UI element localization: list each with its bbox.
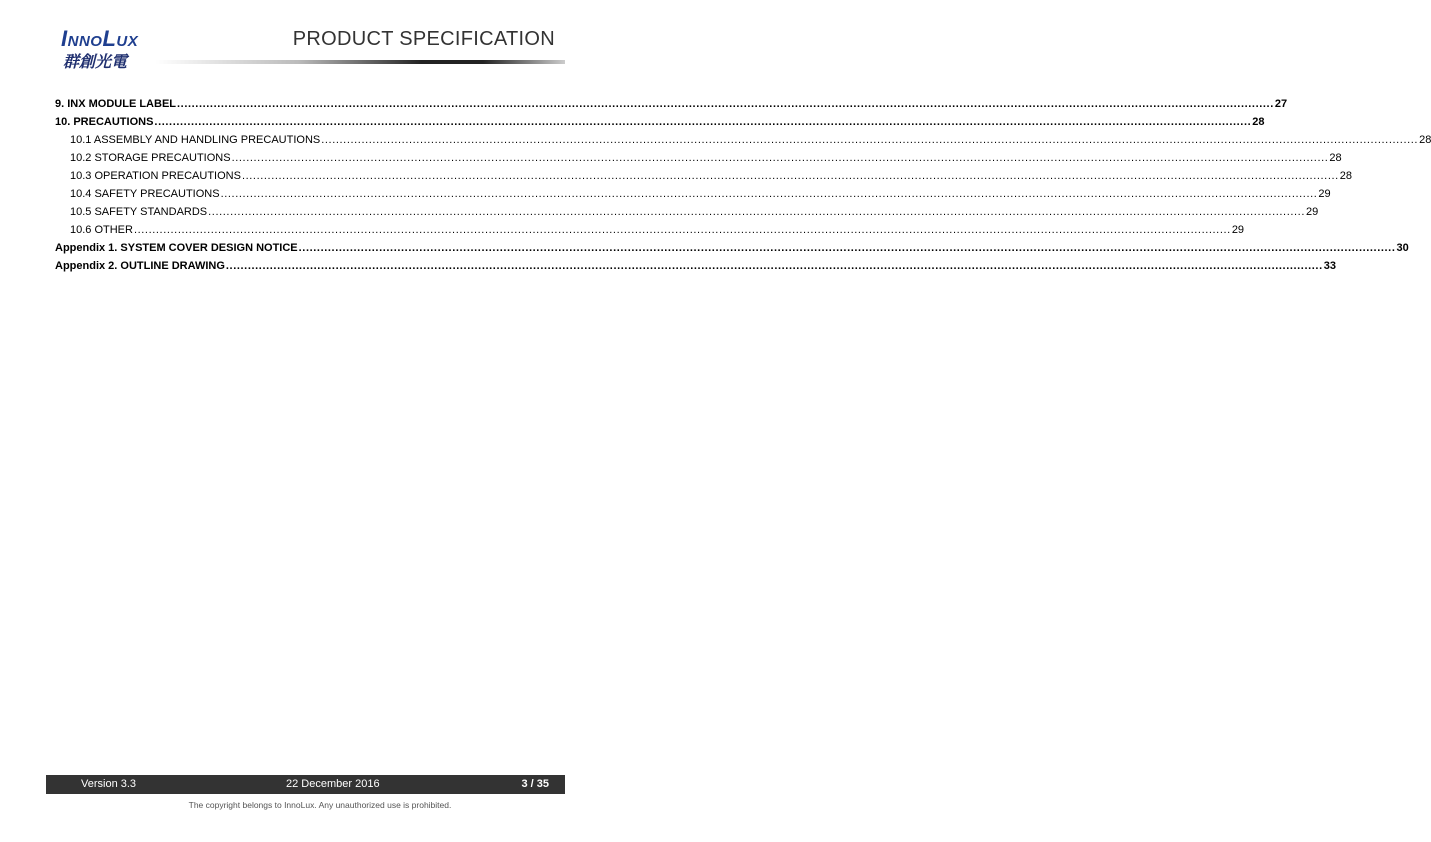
- toc-entry-page: 29: [1305, 206, 1319, 218]
- toc-dot-leader: ............................................................................................................................................................................................................................................................................................................: [177, 98, 1274, 110]
- toc-entry-label: 10.6 OTHER: [70, 224, 133, 236]
- toc-dot-leader: ............................................................................................................................................................................................................................................................................................................: [154, 116, 1252, 128]
- toc-entry-page: 27: [1274, 98, 1288, 110]
- toc-dot-leader: ............................................................................................................................................................................................................................................................................................................: [225, 260, 1323, 272]
- toc-dot-leader: ............................................................................................................................................................................................................................................................................................................: [298, 242, 1396, 254]
- logo-wordmark: INNOLUX: [61, 26, 139, 51]
- toc-dot-leader: ............................................................................................................................................................................................................................................................................................................: [220, 188, 1318, 200]
- table-of-contents: [55, 95, 1431, 275]
- toc-entry[interactable]: [55, 221, 1245, 239]
- toc-entry-label: 10.2 STORAGE PRECAUTIONS: [70, 152, 231, 164]
- toc-entry[interactable]: [55, 239, 1409, 257]
- toc-entry[interactable]: [55, 113, 1265, 131]
- toc-entry-page: 30: [1396, 242, 1409, 254]
- toc-entry-label: 10. PRECAUTIONS: [55, 116, 154, 128]
- logo-chinese-name: 群創光電: [63, 52, 128, 71]
- footer-bar: [46, 775, 565, 794]
- toc-entry-label: 10.1 ASSEMBLY AND HANDLING PRECAUTIONS: [70, 134, 321, 146]
- footer-page-number: 3 / 35: [521, 778, 549, 790]
- toc-dot-leader: ............................................................................................................................................................................................................................................................................................................: [208, 206, 1305, 218]
- toc-entry-label: 10.5 SAFETY STANDARDS: [70, 206, 208, 218]
- copyright-notice: The copyright belongs to InnoLux. Any unauthorized use is prohibited.: [188, 800, 452, 810]
- toc-entry[interactable]: [55, 95, 1288, 113]
- toc-entry-page: 28: [1252, 116, 1265, 128]
- toc-dot-leader: ............................................................................................................................................................................................................................................................................................................: [231, 152, 1329, 164]
- toc-entry-page: 29: [1318, 188, 1331, 200]
- toc-entry-label: 10.3 OPERATION PRECAUTIONS: [70, 170, 241, 182]
- toc-entry-page: 29: [1231, 224, 1245, 236]
- toc-entry[interactable]: [55, 257, 1336, 275]
- toc-entry-page: 28: [1419, 134, 1431, 146]
- toc-entry[interactable]: [55, 149, 1342, 167]
- toc-entry[interactable]: [55, 185, 1331, 203]
- toc-entry[interactable]: [55, 167, 1353, 185]
- toc-dot-leader: ............................................................................................................................................................................................................................................................................................................: [321, 134, 1419, 146]
- toc-entry[interactable]: [55, 203, 1319, 221]
- document-title: PRODUCT SPECIFICATION: [292, 28, 555, 50]
- toc-dot-leader: ............................................................................................................................................................................................................................................................................................................: [133, 224, 1231, 236]
- toc-dot-leader: ............................................................................................................................................................................................................................................................................................................: [241, 170, 1339, 182]
- toc-entry-label: 9. INX MODULE LABEL: [55, 98, 177, 110]
- toc-entry-page: 33: [1323, 260, 1336, 272]
- footer-date: 22 December 2016: [286, 778, 380, 790]
- toc-entry[interactable]: [55, 131, 1431, 149]
- toc-entry-page: 28: [1329, 152, 1342, 164]
- footer-version: Version 3.3: [81, 778, 137, 790]
- toc-entry-label: Appendix 1. SYSTEM COVER DESIGN NOTICE: [55, 242, 298, 254]
- innolux-logo: [61, 28, 161, 74]
- header-divider: [155, 60, 565, 64]
- toc-entry-page: 28: [1339, 170, 1353, 182]
- toc-entry-label: 10.4 SAFETY PRECAUTIONS: [70, 188, 220, 200]
- toc-entry-label: Appendix 2. OUTLINE DRAWING: [55, 260, 225, 272]
